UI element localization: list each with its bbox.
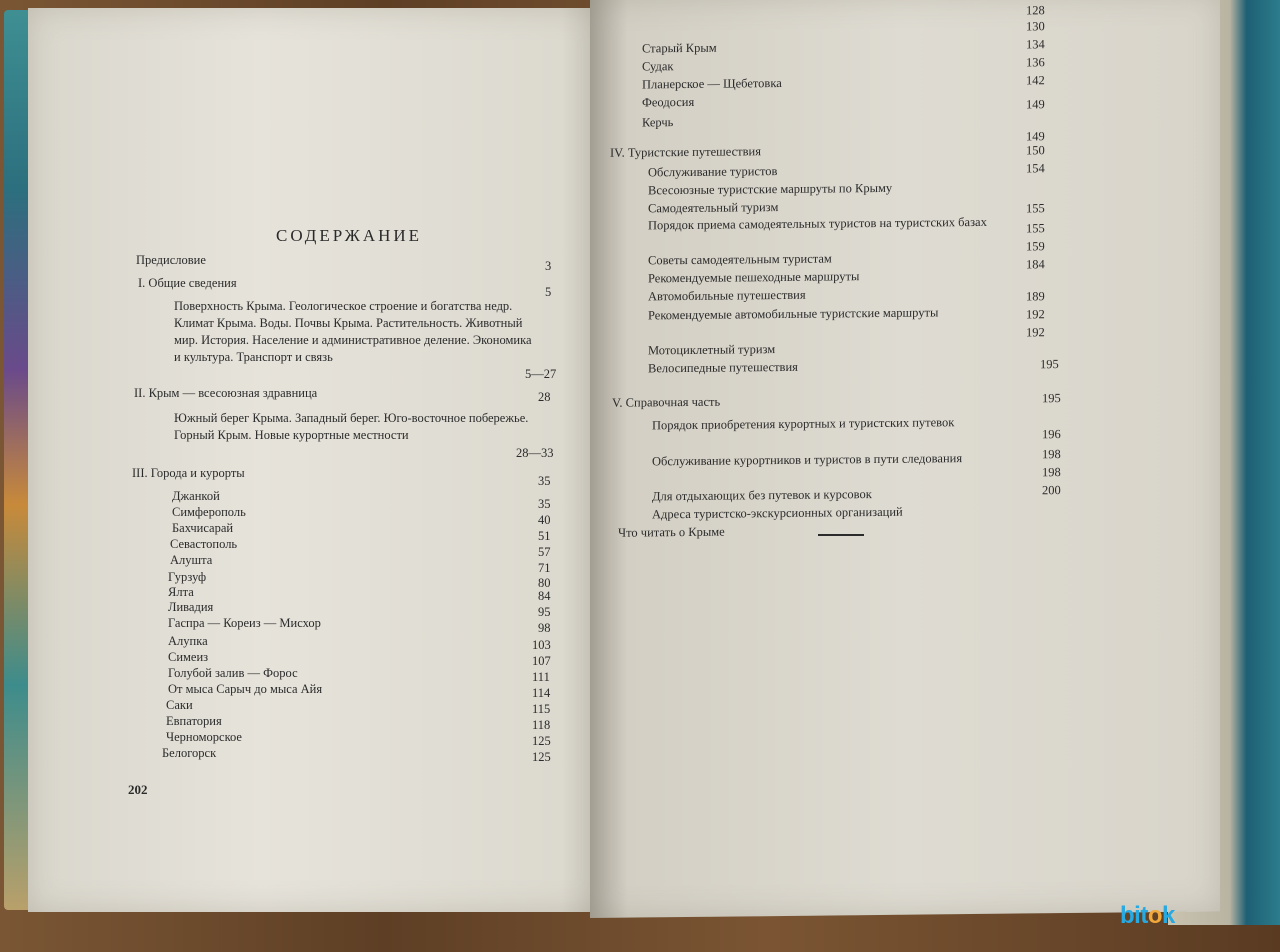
toc-page: 71 xyxy=(538,561,551,575)
toc-page: 130 xyxy=(1026,19,1045,34)
toc-entry: Севастополь xyxy=(170,537,238,551)
toc-page: 57 xyxy=(538,545,551,559)
toc-page: 35 xyxy=(538,474,551,488)
toc-section-heading: V. Справочная часть xyxy=(612,394,721,410)
toc-page: 125 xyxy=(532,750,551,764)
toc-description: Поверхность Крыма. Геологическое строение и богатства недр. Климат Крыма. Воды. Почвы Крыма. Растительность. Животный мир. История. Население и административное деление. Экономика и культура. Транспорт и связь xyxy=(174,299,532,364)
toc-page: 115 xyxy=(532,702,551,716)
toc-entry: Советы самодеятельным туристам xyxy=(648,251,832,268)
toc-entry: Самодеятельный туризм xyxy=(648,200,779,216)
toc-entry: Обслуживание курортников и туристов в пути следования xyxy=(652,451,963,469)
toc-entry: Черноморское xyxy=(166,730,242,744)
toc-page: 149 xyxy=(1026,97,1045,112)
right-page xyxy=(590,0,1220,918)
watermark-logo: bitok xyxy=(1120,902,1175,929)
toc-page: 107 xyxy=(532,654,551,668)
toc-entry: Адреса туристско-экскурсионных организаций xyxy=(652,504,903,522)
toc-page: 150 xyxy=(1026,143,1045,158)
toc-entry: Саки xyxy=(166,698,193,712)
toc-entry: Белогорск xyxy=(162,746,217,760)
toc-page: 159 xyxy=(1026,239,1045,254)
toc-page: 200 xyxy=(1042,483,1061,498)
toc-page: 28 xyxy=(538,390,551,404)
toc-page: 198 xyxy=(1042,447,1061,462)
toc-entry: Старый Крым xyxy=(642,40,717,56)
toc-entry: Судак xyxy=(642,59,674,74)
toc-page: 125 xyxy=(532,734,551,748)
toc-page: 184 xyxy=(1026,257,1045,272)
toc-page: 103 xyxy=(532,638,551,652)
toc-entry: Джанкой xyxy=(172,489,220,503)
page-number: 202 xyxy=(128,782,148,797)
toc-section-heading: IV. Туристские путешествия xyxy=(610,144,761,160)
toc-entry: Феодосия xyxy=(642,94,695,110)
toc-entry: Ялта xyxy=(168,585,194,599)
toc-section-heading: I. Общие сведения xyxy=(138,276,237,290)
toc-page: 149 xyxy=(1026,129,1045,144)
toc-entry: Предисловие xyxy=(136,253,206,267)
toc-page: 80 xyxy=(538,576,551,590)
toc-page: 195 xyxy=(1042,391,1061,406)
left-page xyxy=(28,8,608,912)
toc-page: 155 xyxy=(1026,201,1045,216)
toc-entry: Керчь xyxy=(642,115,674,130)
toc-entry: Обслуживание туристов xyxy=(648,164,778,180)
end-rule xyxy=(818,534,864,536)
toc-page: 51 xyxy=(538,529,551,543)
toc-description: Южный берег Крыма. Западный берег. Юго-восточное побережье. Горный Крым. Новые курортные местности xyxy=(174,411,529,442)
toc-page: 28—33 xyxy=(516,446,554,460)
toc-page: 40 xyxy=(538,513,551,527)
toc-page: 35 xyxy=(538,497,551,511)
toc-entry: Велосипедные путешествия xyxy=(648,359,798,376)
toc-page: 192 xyxy=(1026,307,1045,322)
toc-section-heading: III. Города и курорты xyxy=(132,466,245,480)
toc-entry: Автомобильные путешествия xyxy=(648,287,806,304)
toc-title: СОДЕРЖАНИЕ xyxy=(276,226,423,245)
toc-page: 84 xyxy=(538,589,551,603)
toc-entry: Бахчисарай xyxy=(172,521,234,535)
toc-entry: Гурзуф xyxy=(168,570,207,584)
toc-entry: Рекомендуемые пешеходные маршруты xyxy=(648,269,860,286)
toc-page: 136 xyxy=(1026,55,1045,70)
toc-entry: От мыса Сарыч до мыса Айя xyxy=(168,682,323,696)
toc-page: 154 xyxy=(1026,161,1045,176)
toc-page: 128 xyxy=(1026,3,1045,18)
toc-entry: Мотоциклетный туризм xyxy=(648,342,776,358)
toc-page: 111 xyxy=(532,670,550,684)
toc-page: 98 xyxy=(538,621,551,635)
toc-page: 3 xyxy=(545,259,552,273)
toc-page: 5—27 xyxy=(525,367,557,381)
toc-entry: Симферополь xyxy=(172,505,246,519)
toc-page: 198 xyxy=(1042,465,1061,480)
toc-entry: Евпатория xyxy=(166,714,222,728)
toc-entry: Порядок приема самодеятельных туристов на туристских базах xyxy=(648,214,987,233)
toc-entry: Рекомендуемые автомобильные туристские маршруты xyxy=(648,305,939,323)
toc-entry: Гаспра — Кореиз — Мисхор xyxy=(168,616,321,630)
toc-entry: Голубой залив — Форос xyxy=(168,666,298,680)
toc-page: 195 xyxy=(1040,357,1059,372)
toc-page: 142 xyxy=(1026,73,1045,88)
toc-entry: Алупка xyxy=(168,634,208,648)
toc-page: 95 xyxy=(538,605,551,619)
toc-section-heading: II. Крым — всесоюзная здравница xyxy=(134,386,318,400)
toc-page: 192 xyxy=(1026,325,1045,340)
toc-page: 189 xyxy=(1026,289,1045,304)
toc-entry: Что читать о Крыме xyxy=(618,524,725,540)
toc-entry: Для отдыхающих без путевок и курсовок xyxy=(652,487,872,504)
toc-page: 196 xyxy=(1042,427,1061,442)
toc-entry: Порядок приобретения курортных и туристских путевок xyxy=(652,415,955,433)
toc-entry: Планерское — Щебетовка xyxy=(642,75,782,92)
toc-entry: Алушта xyxy=(170,553,213,567)
toc-page: 155 xyxy=(1026,221,1045,236)
toc-entry: Всесоюзные туристские маршруты по Крыму xyxy=(648,180,893,198)
toc-entry: Симеиз xyxy=(168,650,209,664)
toc-page: 134 xyxy=(1026,37,1045,52)
toc-page: 118 xyxy=(532,718,551,732)
toc-entry: Ливадия xyxy=(168,600,214,614)
toc-page: 114 xyxy=(532,686,551,700)
toc-page: 5 xyxy=(545,285,552,299)
